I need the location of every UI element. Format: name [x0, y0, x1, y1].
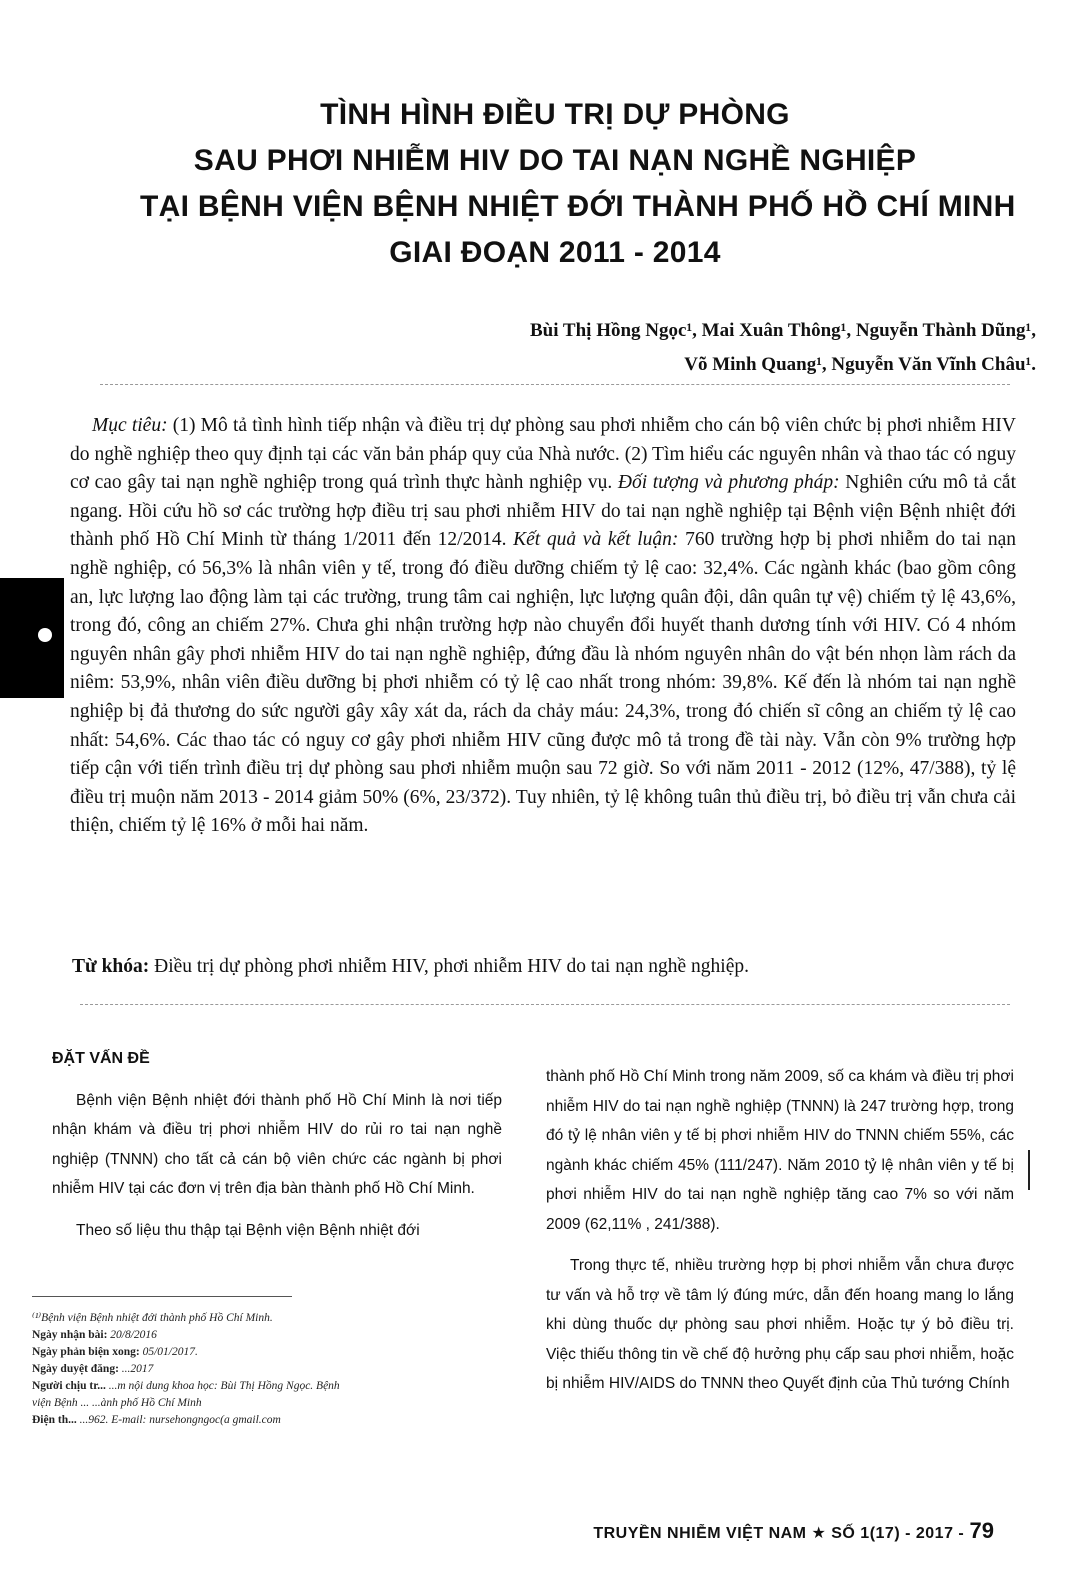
scan-edge-mark [0, 578, 64, 698]
footnote-contact: Điện th... ...962. E-mail: nursehongngoc(a gmail.com [32, 1414, 281, 1426]
methods-text: Nghiên cứu mô tả cắt ngang. Hồi cứu hồ sơ các trường hợp điều trị sau phơi nhiễm HIV do tai nạn nghề nghiệp tại Bệnh viện Bệnh nhiệt đới thành phố Hồ Chí Minh từ tháng 1/2011 đến 12/2014. [70, 472, 1016, 551]
keywords-text: Điều trị dự phòng phơi nhiễm HIV, phơi nhiễm HIV do tai nạn nghề nghiệp. [149, 956, 749, 977]
body-column-right [546, 1062, 1014, 1411]
page-footer [593, 1518, 994, 1544]
footnote-responsible-cont: viện Bệnh ... ...ành phố Hồ Chí Minh [32, 1397, 202, 1409]
abstract-divider [80, 1004, 1010, 1005]
footnotes [32, 1310, 502, 1429]
title-line-1: TÌNH HÌNH ĐIỀU TRỊ DỰ PHÒNG [320, 98, 790, 131]
section-heading: ĐẶT VẤN ĐỀ [52, 1050, 150, 1067]
footnote-received: Ngày nhận bài: 20/8/2016 [32, 1329, 157, 1341]
abstract-paragraph [70, 412, 1016, 841]
results-text: 760 trường hợp bị phơi nhiễm do tai nạn nghề nghiệp, có 56,3% là nhân viên y tế, trong đó điều dưỡng chiếm tỷ lệ cao: 32,4%. Các ngành khác (bao gồm công an, lực lượng lao động làm tại các trường, trung tâm cai nghiện, lực lượng quân đội, dân quân tự vệ) chiếm tỷ lệ 43,6%, trong đó, công an chiếm 27%. Chưa ghi nhận trường hợp nào chuyển đổi huyết thanh dương tính với HIV. Có 4 nhóm nguyên nhân gây phơi nhiễm HIV do tai nạn nghề nghiệp, đứng đầu là nhóm nguyên nhân do vật bén nhọn làm rách da niêm: 53,9%, nhân viên điều dưỡng bị phơi nhiễm có tỷ lệ cao nhất trong nhóm: 39,8%. Kế đến là nhóm tai nạn nghề nghiệp bị đả thương do sức người gây xây xát da, rách da chảy máu: 24,3%, trong đó chiến sĩ công an chiếm tỷ lệ cao nhất: 54,6%. Các thao tác có nguy cơ gây phơi nhiễm HIV cũng được mô tả trong đề tài này. Vẫn còn 9% trường hợp tiếp cận với tiến trình điều trị dự phòng sau phơi nhiễm muộn sau 72 giờ. So với năm 2011 - 2012 (12%, 47/388), tỷ lệ điều trị muộn năm 2013 - 2014 giảm 50% (6%, 23/372). Tuy nhiên, tỷ lệ không tuân thủ điều trị, bỏ điều trị vẫn chưa cải thiện, chiếm tỷ lệ 16% ở mỗi hai năm. [70, 529, 1016, 837]
results-label: Kết quả và kết luận: [513, 529, 679, 551]
page-number: 79 [969, 1518, 994, 1543]
footnote-affiliation: ⁽¹⁾Bệnh viện Bệnh nhiệt đới thành phố Hồ Chí Minh. [32, 1312, 273, 1324]
footnote-divider [32, 1296, 292, 1297]
keywords-label: Từ khóa: [72, 956, 150, 977]
title-line-2: SAU PHƠI NHIỄM HIV DO TAI NẠN NGHỀ NGHIỆP [193, 144, 917, 177]
margin-mark [1028, 1150, 1030, 1190]
title-line-3: TẠI BỆNH VIỆN BỆNH NHIỆT ĐỚI THÀNH PHỐ HỒ CHÍ MINH [140, 190, 1016, 223]
header-divider [100, 384, 1010, 385]
footnote-responsible: Người chịu tr... ...m nội dung khoa học: Bùi Thị Hồng Ngọc. Bệnh [32, 1380, 340, 1392]
body-paragraph: thành phố Hồ Chí Minh trong năm 2009, số ca khám và điều trị phơi nhiễm HIV do tai nạn nghề nghiệp (TNNN) là 247 trường hợp, trong đó tỷ lệ nhân viên y tế bị phơi nhiễm HIV do TNNN chiếm 55%, các ngành khác chiếm 45% (111/247). Năm 2010 tỷ lệ nhân viên y tế bị phơi nhiễm HIV do tai nạn nghề nghiệp tăng cao 7% so với năm 2009 (62,11% , 241/388). [546, 1068, 1014, 1233]
body-paragraph: Trong thực tế, nhiều trường hợp bị phơi nhiễm vẫn chưa được tư vấn và hỗ trợ về tâm lý đúng mức, dẫn đến hoang mang lo lắng khi dùng thuốc dự phòng sau phơi nhiễm. Hoặc tự ý bỏ điều trị. Việc thiếu thông tin về chế độ hưởng phụ cấp sau phơi nhiễm, hoặc bị nhiễm HIV/AIDS do TNNN theo Quyết định của Thủ tướng Chính [546, 1257, 1014, 1392]
title-line-4: GIAI ĐOẠN 2011 - 2014 [389, 236, 721, 269]
paper-title [140, 92, 1016, 276]
body-paragraph: Bệnh viện Bệnh nhiệt đới thành phố Hồ Chí Minh là nơi tiếp nhận khám và điều trị phơi nhiễm HIV do rủi ro tai nạn nghề nghiệp (TNNN) cho tất cả cán bộ viên chức các ngành bị phơi nhiễm HIV tại các đơn vị trên địa bàn thành phố Hồ Chí Minh. [52, 1091, 502, 1197]
author-line-2: Võ Minh Quang¹, Nguyễn Văn Vĩnh Châu¹. [684, 354, 1036, 375]
author-line-1: Bùi Thị Hồng Ngọc¹, Mai Xuân Thông¹, Nguyễn Thành Dũng¹, [530, 320, 1036, 341]
footnote-review: Ngày phản biện xong: 05/01/2017. [32, 1346, 198, 1358]
body-paragraph: Theo số liệu thu thập tại Bệnh viện Bệnh nhiệt đới [76, 1221, 420, 1239]
methods-label: Đối tượng và phương pháp: [617, 472, 840, 494]
journal-issue: TRUYỀN NHIỄM VIỆT NAM ★ SỐ 1(17) - 2017 - [593, 1525, 965, 1542]
footnote-approved: Ngày duyệt đăng: ...2017 [32, 1363, 154, 1375]
objective-text: (1) Mô tả tình hình tiếp nhận và điều trị dự phòng sau phơi nhiễm cho cán bộ viên chức bị phơi nhiễm HIV do nghề nghiệp theo quy định tại các văn bản pháp quy của Nhà nước. (2) Tìm hiểu các nguyên nhân và thao tác có nguy cơ cao gây tai nạn nghề nghiệp trong quá trình thực hành nghiệp vụ. [70, 415, 1016, 494]
abstract [70, 412, 1016, 841]
body-column-left [52, 1044, 502, 1257]
keywords [72, 953, 1002, 981]
objective-label: Mục tiêu: [92, 415, 168, 436]
author-list [530, 314, 1036, 382]
